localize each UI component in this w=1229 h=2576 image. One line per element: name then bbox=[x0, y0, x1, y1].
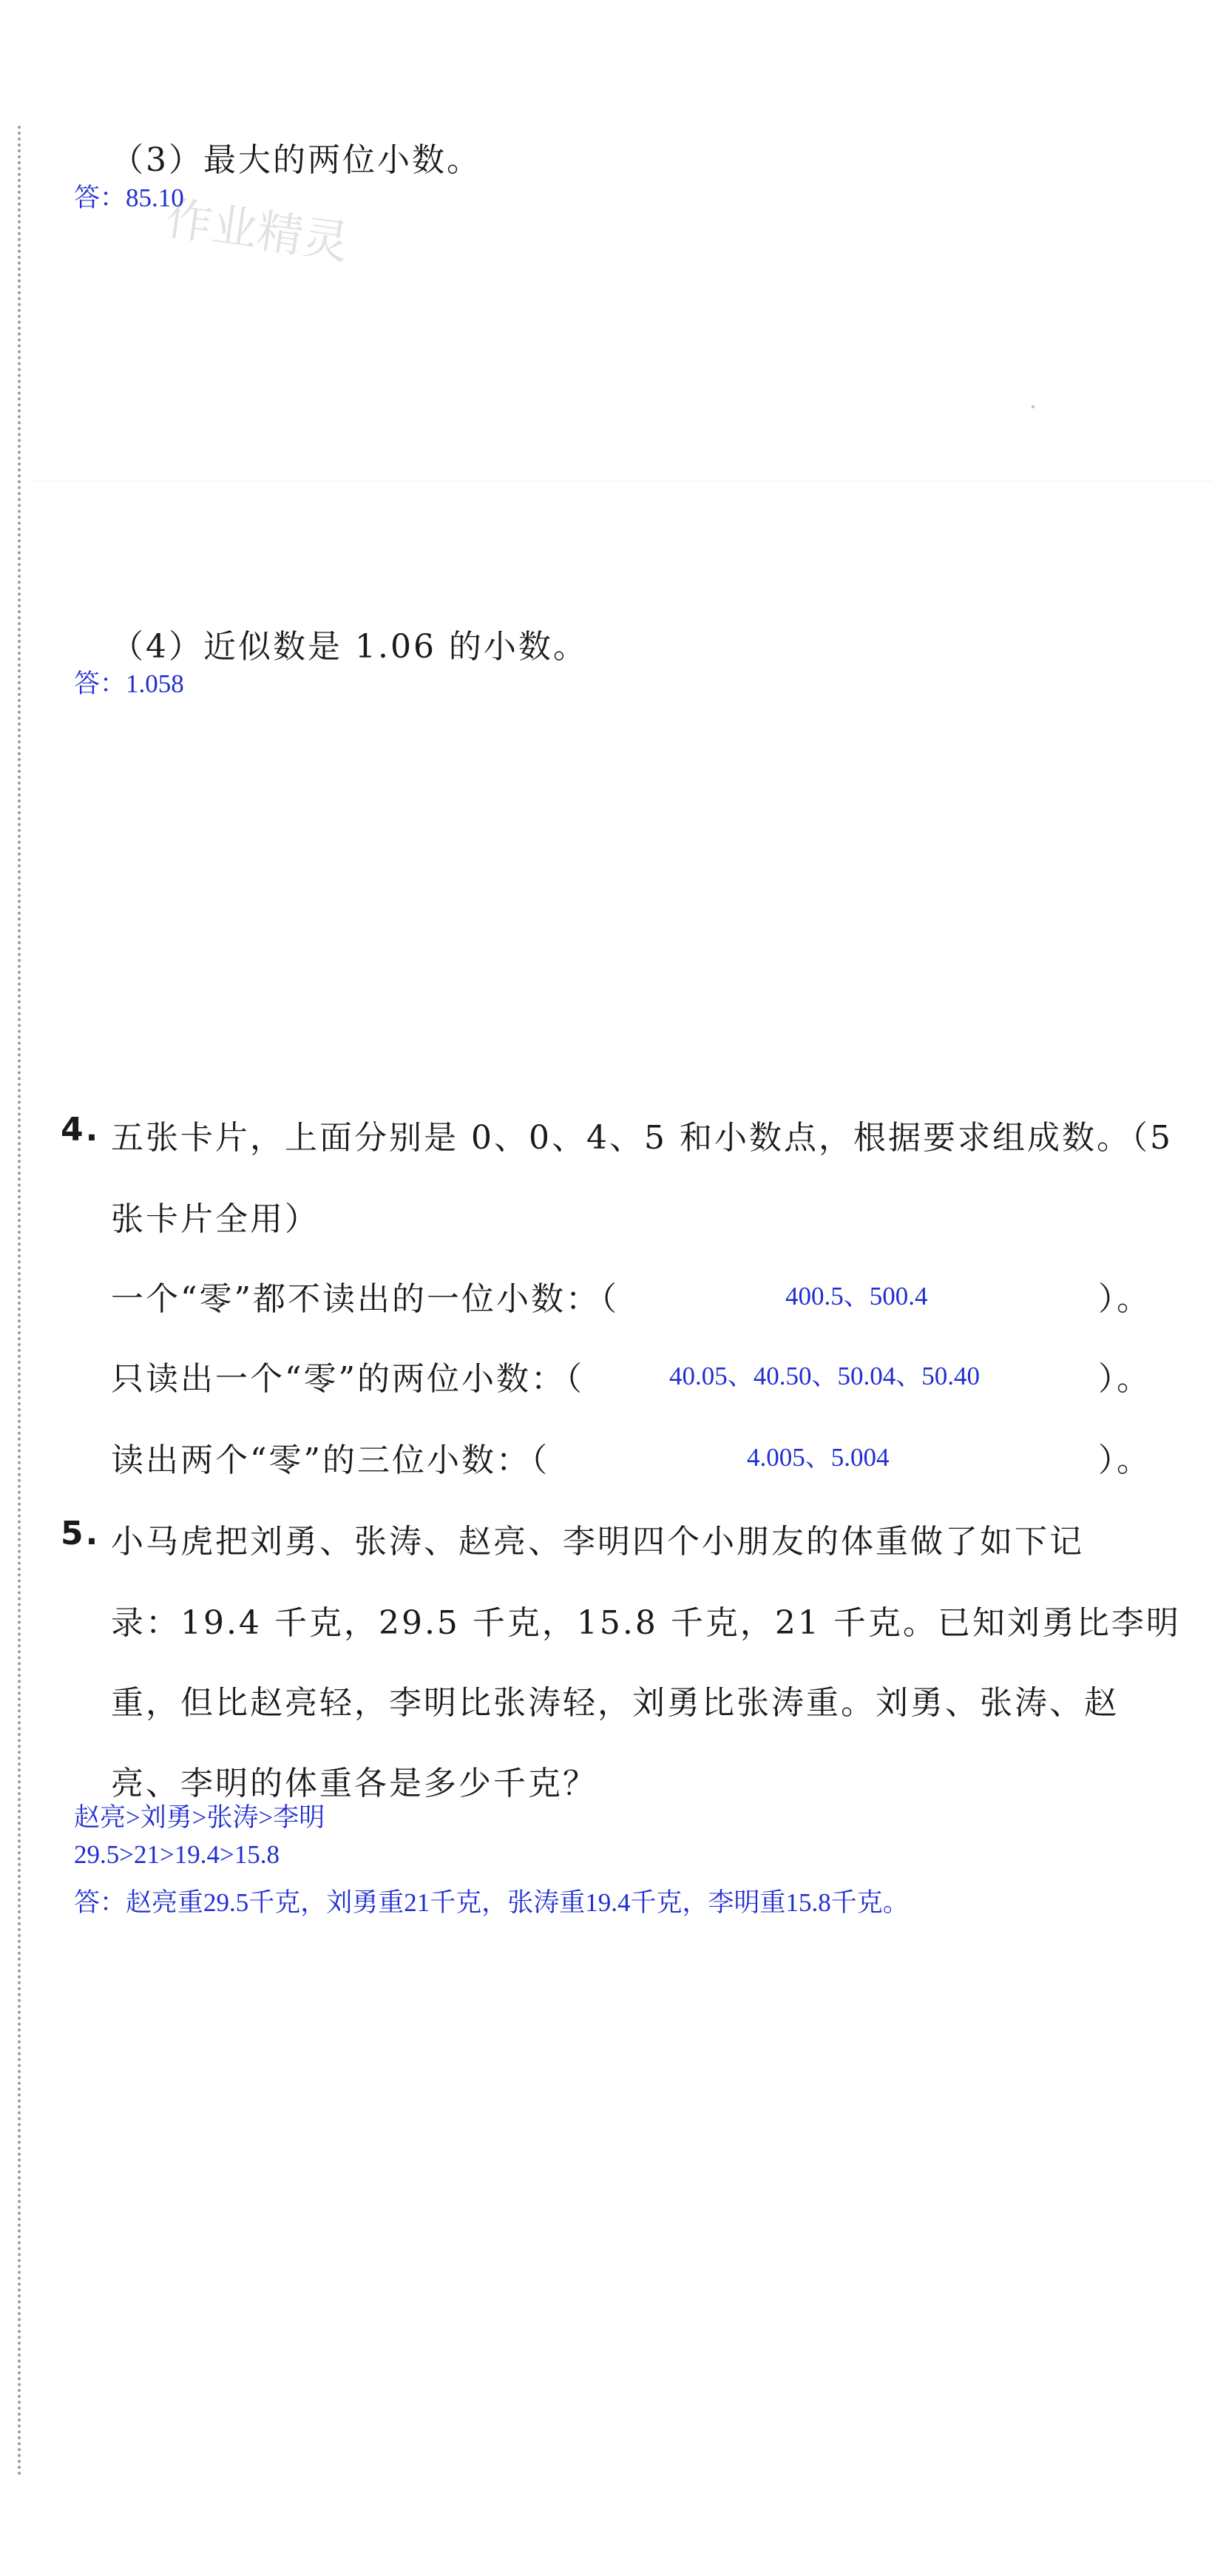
question-4-item-1-answer: 400.5、500.4 bbox=[785, 1282, 928, 1311]
question-4-item-2-close: ）。 bbox=[1098, 1360, 1151, 1398]
question-4-item-3-label: 读出两个“零”的三位小数：（ bbox=[111, 1441, 549, 1479]
question-4-item-1-label: 一个“零”都不读出的一位小数：（ bbox=[111, 1280, 619, 1318]
question-4-item-3-answer: 4.005、5.004 bbox=[747, 1443, 890, 1472]
question-4-item-2-answer: 40.05、40.50、50.04、50.40 bbox=[669, 1362, 981, 1390]
question-4-number: 4. bbox=[61, 1111, 101, 1149]
watermark: 作业精灵 bbox=[163, 191, 353, 270]
question-4-sub-label: （4）近似数是 1.06 的小数。 bbox=[111, 628, 588, 666]
question-4-line-1: 五张卡片，上面分别是 0、0、4、5 和小数点，根据要求组成数。（5 bbox=[111, 1119, 1173, 1157]
question-5-line-1: 小马虎把刘勇、张涛、赵亮、李明四个小朋友的体重做了如下记 bbox=[111, 1523, 1084, 1561]
question-5-line-4: 亮、李明的体重各是多少千克？ bbox=[111, 1765, 597, 1802]
binding-dotted-line bbox=[18, 126, 21, 2478]
question-5-answer-final: 答：赵亮重29.5千克，刘勇重21千克，张涛重19.4千克，李明重15.8千克。 bbox=[74, 1888, 909, 1917]
question-5-number: 5. bbox=[61, 1515, 101, 1552]
question-4-line-2: 张卡片全用） bbox=[111, 1200, 319, 1238]
question-3-sub-label: （3）最大的两位小数。 bbox=[111, 141, 481, 179]
question-4-item-3-close: ）。 bbox=[1098, 1441, 1151, 1479]
scan-speck bbox=[1032, 405, 1035, 408]
question-5-line-3: 重，但比赵亮轻，李明比张涛轻，刘勇比张涛重。刘勇、张涛、赵 bbox=[111, 1684, 1119, 1722]
question-4-item-1-close: ）。 bbox=[1098, 1280, 1151, 1318]
question-4-sub-answer: 答：1.058 bbox=[74, 669, 184, 698]
question-3-sub-answer: 答：85.10 bbox=[74, 183, 184, 212]
question-4-item-2-label: 只读出一个“零”的两位小数：（ bbox=[111, 1360, 584, 1398]
question-5-answer-order: 赵亮>刘勇>张涛>李明 bbox=[74, 1803, 325, 1832]
question-5-line-2: 录：19.4 千克，29.5 千克，15.8 千克，21 千克。已知刘勇比李明 bbox=[111, 1604, 1181, 1642]
question-5-answer-values: 29.5>21>19.4>15.8 bbox=[74, 1840, 280, 1869]
